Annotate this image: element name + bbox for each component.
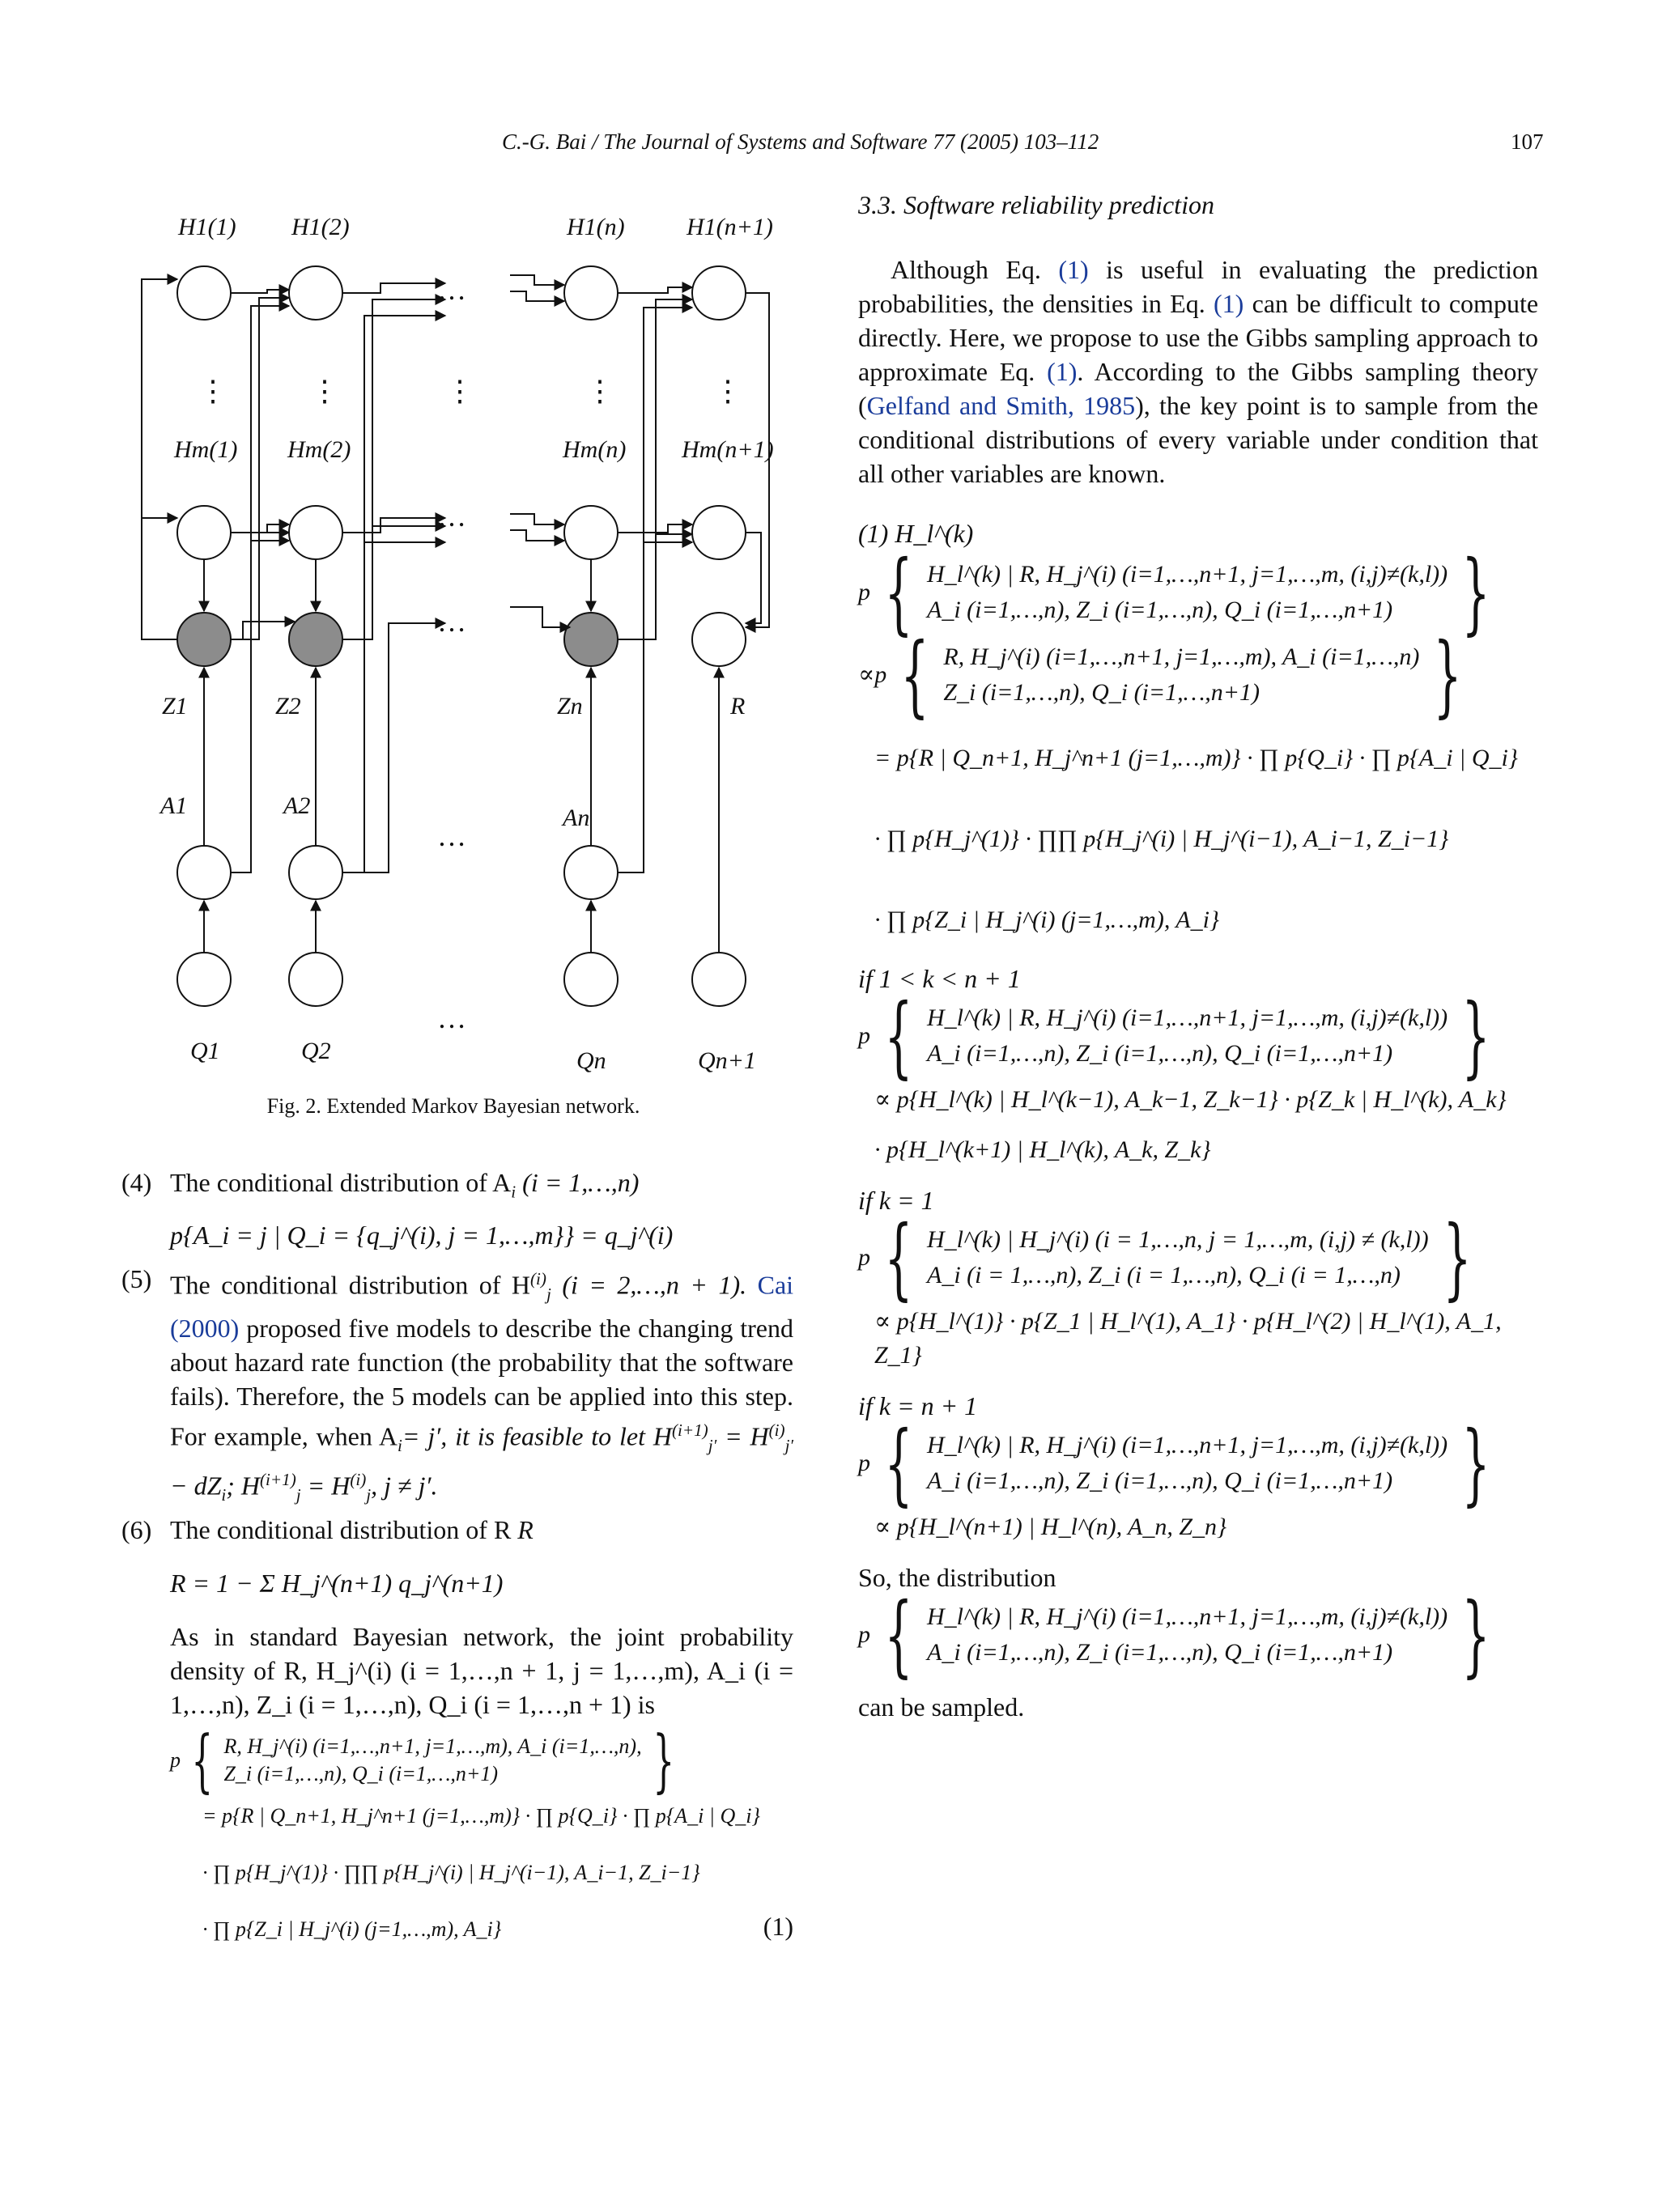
label-hm-2: Hm(2) — [287, 436, 351, 463]
bayesian-network-figure — [121, 186, 785, 1093]
node-zn — [564, 613, 618, 666]
vdots: ⋮ — [713, 375, 742, 407]
case-label: if k = n + 1 — [858, 1391, 978, 1420]
node-h1-1 — [177, 266, 231, 320]
node-z1 — [177, 613, 231, 666]
page-number: 107 — [1511, 129, 1544, 154]
label-a1: A1 — [160, 792, 188, 819]
label-z2: Z2 — [275, 693, 301, 720]
list-item-5: (5) The conditional distribution of $H^{(i)}_j$ (i = 2,…,n + 1). Cai (2000) proposed five models to describe the changing trend about hazard rate function (the probability that the software fails). Therefore, the 5 models can be applied into this step. For example, when $A_i= j'$, it is feasible to let $H^{(i+1)}_{j'} = H^{(i)}_{j'} - dZ_i$; $H^{(i+1)}_j = H^{(i)}_j$, j ≠ j′. — [121, 1264, 794, 1505]
node-z2 — [289, 613, 342, 666]
intro-paragraph: Although Eq. (1) is useful in evaluating the prediction probabilities, the densities in Eq. (1) can be difficult to compute directly. Here, we propose to use the Gibbs sampling approach to approximate Eq. (1). According to the Gibbs sampling theory (Gelfand and Smith, 1985), the key point is to sample from the conditional distributions of every variable under condition that all other variables are known. — [858, 255, 1539, 488]
equation: p{A_i = j | Q_i = {q_j^(i), j = 1,…,m}} = q_j^(i) — [170, 1221, 674, 1250]
network-diagram — [121, 186, 785, 1093]
label-hm-1: Hm(1) — [174, 436, 238, 463]
ellipsis: … — [437, 605, 466, 638]
list-item-4: (4) The conditional distribution of $A_i$ (i = 1,…,n) p{A_i = j | Q_i = {q_j^(i), j = 1,…,m}} = q_j^(i) — [121, 1165, 793, 1252]
equation: R = 1 − Σ H_j^(n+1) q_j^(n+1) — [170, 1568, 504, 1598]
label-a2: A2 — [283, 792, 311, 819]
case-label: if 1 < k < n + 1 — [858, 964, 1021, 993]
label-hm-n: Hm(n) — [563, 436, 627, 463]
ellipsis: … — [437, 500, 466, 533]
node-h1-2 — [289, 266, 342, 320]
label-q1: Q1 — [190, 1038, 220, 1064]
label-r: R — [730, 693, 746, 720]
node-hm-2 — [289, 506, 342, 559]
right-column: 3.3. Software reliability prediction Although Eq. (1) is useful in evaluating the prediction probabilities, the densities in Eq. (1) can be difficult to compute directly. Here, we propose to use the Gibbs sampling approach to approximate Eq. (1). According to the Gibbs sampling theory (Gelfand and Smith, 1985), the key point is to sample from the conditional distributions of every variable under condition that all other variables are known. (1) H_l^(k) p { H_l^(k) | R, H_j^(i) (i=1,…,n+1, j=1,…,m, (i,j)≠(k,l)) A_i (i=1,…,n), Z_i (i=1,…,n), Q_i (i=1,…,n+1) } ∝p { R, H_j^(i) (i=1,…,n+1, j=1,…,m), A_i (i=1,…,n) Z_i (i=1,…,n), Q_i (i=1,…,n+1) } = p{R | Q_n+1, H_j^n+1 (j=1,…,m)} · ∏ p{Q_i} · ∏ p{A_i | Q_i} · ∏ p{H_j^(1)} · ∏∏ p{H_j^(i) | H_j^(i−1), A_i−1, Z_i−1} · ∏ p{Z_i | H_j^(i) (j=1,…,m), A_i} if 1 < k < n + 1 p { H_l^(k) | R, H_j^(i) (i=1,…,n+1, j=1,…,m, (i,j)≠(k,l)) A_i (i=1,…,n), Z_i (i=1,…,n), Q_i (i=1,…,n+1) } ∝ p{H_l^(k) | H_l^(k−1), A_k−1, Z_k−1} · p{Z_k | H_l^(k), A_k} · p{H_l^(k+1) | H_l^(k), A_k, Z_k} if k = 1 p { H_l^(k) | H_j^(i) (i = 1,…,n, j = 1,…,m, (i,j) ≠ (k,l)) A_i (i = 1,…,n), Z_i (i = 1,…,n), Q_i (i = 1,…,n) } ∝ p{H_l^(1)} · p{Z_1 | H_l^(1), A_1} · p{H_l^(2) | H_l^(1), A_1, Z_1} if k = n + 1 p { H_l^(k) | R, H_j^(i) (i=1,…,n+1, j=1,…,m, (i,j)≠(k,l)) A_i (i=1,…,n), Z_i (i=1,…,n), Q_i (i=1,…,n+1) } ∝ p{H_l^(n+1) | H_l^(n), A_n, Z_n} So, the distribution p { H_l^(k) | R, H_j^(i) (i=1,…,n+1, j=1,…,m, (i,j)≠(k,l)) A_i (i=1,…,n), Z_i (i=1,…,n), Q_i (i=1,…,n+1) } can be sampled. — [858, 188, 1538, 1724]
label-h1-n1: H1(n+1) — [687, 214, 773, 240]
node-h1-n1 — [692, 266, 746, 320]
node-hm-n — [564, 506, 618, 559]
ellipsis: … — [437, 274, 466, 306]
step-label: (1) H_l^(k) — [858, 519, 974, 548]
vdots: ⋮ — [198, 375, 227, 407]
figure-caption: Fig. 2. Extended Markov Bayesian network. — [266, 1094, 640, 1118]
section-title: 3.3. Software reliability prediction — [858, 190, 1214, 219]
page-header — [0, 129, 1658, 162]
citation-link[interactable]: Gelfand and Smith, 1985 — [866, 391, 1136, 420]
label-h1-2: H1(2) — [291, 214, 350, 240]
label-hm-n1: Hm(n+1) — [682, 436, 774, 463]
node-a1 — [177, 846, 231, 899]
conclusion-end: can be sampled. — [858, 1692, 1025, 1722]
joint-density-paragraph: As in standard Bayesian network, the joint probability density of R, H_j^(i) (i = 1,…,n + 1, j = 1,…,m), A_i (i = 1,…,n), Z_i (i = 1,…,n), Q_i (i = 1,…,n + 1) is — [170, 1621, 793, 1719]
label-qn: Qn — [576, 1047, 606, 1074]
running-head: C.-G. Bai / The Journal of Systems and Software 77 (2005) 103–112 — [502, 129, 1099, 154]
label-zn: Zn — [557, 693, 583, 720]
case-label: if k = 1 — [858, 1186, 934, 1215]
node-hm-n1 — [692, 506, 746, 559]
equation-ref-link[interactable]: (1) — [1214, 289, 1244, 318]
equation-number: (1) — [763, 1911, 793, 1941]
node-qn — [564, 953, 618, 1006]
label-h1-1: H1(1) — [178, 214, 236, 240]
equation-1: p { R, H_j^(i) (i=1,…,n+1, j=1,…,m), A_i (i=1,…,n), Z_i (i=1,…,n), Q_i (i=1,…,n+1) } = p{R | Q_n+1, H_j^n+1 (j=1,…,m)} · ∏ p{Q_i} · ∏ p{A_i | Q_i} · ∏ p{H_j^(1)} · ∏∏ p{H_j^(i) | H_j^(i−1), A_i−1, Z_i−1} · ∏ p{Z_i | H_j^(i) (j=1,…,m), A_i} (1) — [170, 1733, 793, 1943]
node-q1 — [177, 953, 231, 1006]
left-column — [121, 1165, 793, 1943]
label-q2: Q2 — [301, 1038, 331, 1064]
vdots: ⋮ — [445, 375, 474, 407]
ellipsis: … — [437, 1002, 466, 1034]
list-item-6: (6) The conditional distribution of R R R = 1 − Σ H_j^(n+1) q_j^(n+1) — [121, 1513, 793, 1600]
citation-link[interactable]: Cai (2000) — [170, 1271, 794, 1344]
label-an: An — [563, 805, 590, 831]
vdots: ⋮ — [585, 375, 614, 407]
node-q2 — [289, 953, 342, 1006]
label-h1-n: H1(n) — [567, 214, 625, 240]
node-qn1 — [692, 953, 746, 1006]
label-z1: Z1 — [162, 693, 188, 720]
gibbs-conditional: p { H_l^(k) | R, H_j^(i) (i=1,…,n+1, j=1,…,m, (i,j)≠(k,l)) A_i (i=1,…,n), Z_i (i=1,…,n), Q_i (i=1,…,n+1) } — [858, 541, 1490, 644]
gibbs-proportional: ∝p { R, H_j^(i) (i=1,…,n+1, j=1,…,m), A_i (i=1,…,n) Z_i (i=1,…,n), Q_i (i=1,…,n+1) } — [858, 623, 1462, 727]
equation-ref-link[interactable]: (1) — [1047, 357, 1078, 386]
node-an — [564, 846, 618, 899]
vdots: ⋮ — [310, 375, 339, 407]
node-h1-n — [564, 266, 618, 320]
equation-ref-link[interactable]: (1) — [1058, 255, 1089, 284]
ellipsis: … — [437, 820, 466, 852]
node-a2 — [289, 846, 342, 899]
label-qn1: Qn+1 — [698, 1047, 756, 1074]
conclusion-label: So, the distribution — [858, 1563, 1056, 1592]
node-hm-1 — [177, 506, 231, 559]
node-r — [692, 613, 746, 666]
